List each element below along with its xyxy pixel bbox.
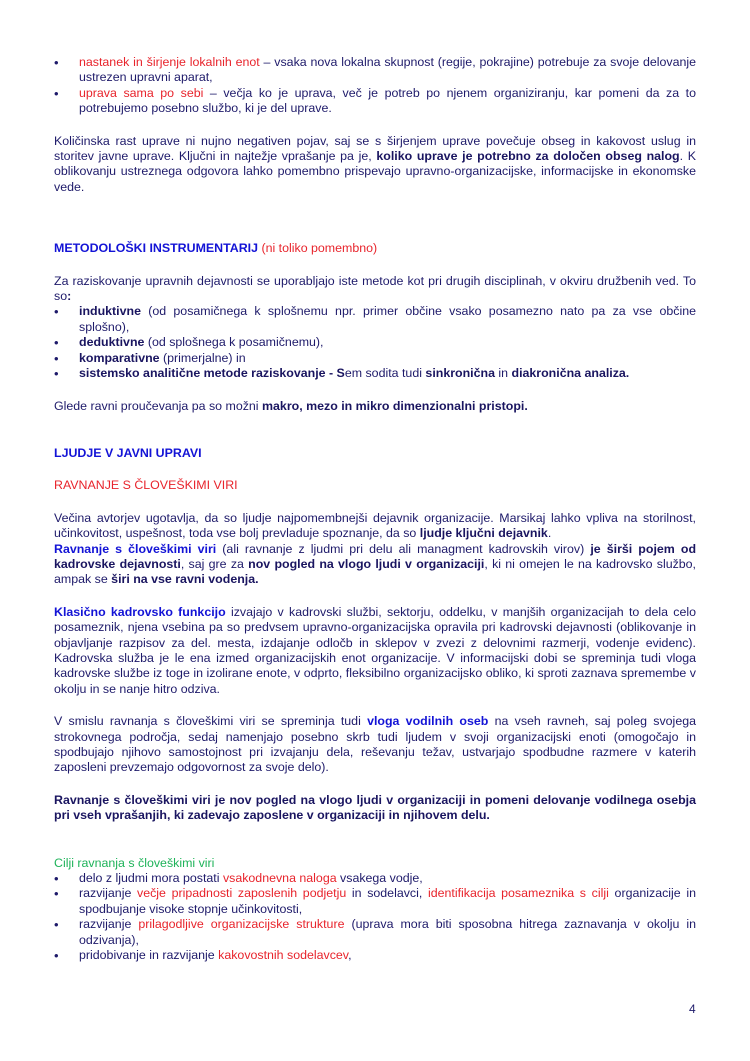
list-item xyxy=(54,335,696,350)
list-item xyxy=(54,948,696,963)
bold-text: makro, mezo in mikro dimenzionalni pristopi. xyxy=(262,398,528,413)
bold-text: nov pogled na vlogo ljudi v organizaciji xyxy=(248,556,485,571)
document-page xyxy=(54,55,696,963)
text: razvijanje xyxy=(79,886,138,901)
methods-list xyxy=(54,304,696,381)
methods-heading xyxy=(54,241,696,256)
text: in sodelavci, xyxy=(346,886,428,901)
blue-term: vloga vodilnih oseb xyxy=(367,714,489,729)
list-item xyxy=(54,366,696,381)
bold-text: induktivne xyxy=(79,304,141,319)
people-paragraph-1 xyxy=(54,511,696,542)
text: in xyxy=(494,366,512,381)
text: Količinska rast uprave ni nujno negativen pojav, saj se s širjenjem uprave povečuje obseg in kakovost uslug in storitev javne uprave. Ključni in najtežje vprašanje pa je, xyxy=(54,133,696,164)
highlight-term: vsakodnevna naloga xyxy=(222,871,337,886)
blue-term: Ravnanje s človeškimi viri xyxy=(54,541,217,556)
text: . K oblikovanju ustreznega odgovora lahko pomembno prispevajo upravno-organizacijske, informacijske in ekonomske vede. xyxy=(54,149,696,194)
text: , ki ni omejen le na kadrovsko službo, ampak se xyxy=(54,556,697,587)
text: Za raziskovanje upravnih dejavnosti se uporabljajo iste metode kot pri drugih disciplinah, v okviru družbenih ved. To so xyxy=(54,273,696,304)
highlight-term: večje pripadnosti zaposlenih podjetju xyxy=(137,886,347,901)
list-item xyxy=(54,917,696,948)
levels-paragraph xyxy=(54,399,696,414)
people-section-title: LJUDJE V JAVNI UPRAVI xyxy=(54,445,202,460)
list-item xyxy=(54,304,696,335)
bold-text: koliko uprave je potrebno za določen obseg nalog xyxy=(376,149,680,164)
text: vsakega vodje, xyxy=(336,871,423,886)
people-section-subtitle: RAVNANJE S ČLOVEŠKIMI VIRI xyxy=(54,478,238,493)
highlight-term: uprava sama po sebi xyxy=(79,85,204,100)
bold-text: ljudje ključni dejavnik xyxy=(419,526,548,541)
text: delo z ljudmi mora postati xyxy=(79,871,223,886)
list-item xyxy=(54,351,696,366)
section-note: (ni toliko pomembno) xyxy=(258,241,378,256)
bold-text: deduktivne xyxy=(79,335,145,350)
bold-text: širi na vse ravni vodenja. xyxy=(111,572,259,587)
bold-text: sistemsko analitične metode raziskovanje - S xyxy=(79,366,345,381)
people-paragraph-4 xyxy=(54,714,696,776)
bold-text: sinkronična xyxy=(425,366,495,381)
text: . xyxy=(547,526,552,541)
highlight-term: prilagodljive organizacijske strukture xyxy=(138,917,345,932)
text: pridobivanje in razvijanje xyxy=(79,948,219,963)
highlight-term: nastanek in širjenje lokalnih enot xyxy=(79,55,260,69)
text: izvajajo v kadrovski službi, sektorju, oddelku, v manjših organizacijah to dela celo posameznik, njena vsebina pa so predvsem upravno-organizacijska opravila pri kadrovski dejavnosti (oblikovanje in objavljanje razpisov za del. mesta, izdajanje odločb in sklepov v zvezi z delovnimi razmerji, vodenje evidenc). Kadrovska služba je le ena izmed organizacijskih enot organizacije. V informacijski dobi se spreminja tudi vloga kadrovske službe iz toge in izolirane enote, v odprto, fleksibilno organizacijsko obliko, ki sproti zaznava spremembe v okolju in se nanje hitro odziva. xyxy=(54,604,697,696)
list-item xyxy=(54,55,696,86)
page-number: 4 xyxy=(689,1002,696,1016)
list-item xyxy=(54,86,696,117)
text: (od posamičnega k splošnemu npr. primer občine vsako posamezno nato pa za vse občine splošno), xyxy=(79,304,696,334)
growth-paragraph xyxy=(54,134,696,196)
text: (uprava mora biti sposobna hitrega zaznavanja v okolju in odzivanja), xyxy=(79,917,697,947)
text: V smislu ravnanja s človeškimi viri se spreminja tudi xyxy=(54,714,368,729)
text: , xyxy=(348,948,352,963)
text: Večina avtorjev ugotavlja, da so ljudje najpomembnejši dejavnik organizacije. Marsikaj lahko vpliva na storilnost, učinkovitost, uspešnost, toda vse bolj prevladuje spoznanje, da so xyxy=(54,510,696,541)
highlight-term: kakovostnih sodelavcev xyxy=(218,948,349,963)
list-item xyxy=(54,886,696,917)
list-item-text: – večja ko je uprava, več je potreb po njenem organiziranju, kar pomeni da za to potrebujemo posebno službo, ki je del uprave. xyxy=(79,85,696,116)
goals-list xyxy=(54,871,696,963)
text: (ali ravnanje z ljudmi pri delu ali managment kadrovskih virov) xyxy=(216,541,591,556)
text: , saj gre za xyxy=(180,556,249,571)
intro-list xyxy=(54,55,696,117)
text: (primerjalne) in xyxy=(159,350,246,365)
text: : xyxy=(67,289,72,304)
text: na vseh ravneh, saj poleg svojega strokovnega področja, sedaj namenjajo posebno skrb tudi ljudem v svoji organizacijski enoti (omogočajo in spodbujajo njihovo samostojnost pri izvajanju dela, reševanju težav, ustvarjajo spodbudne razmere v katerih zaposleni prevzemajo odgovornost za svoje delo). xyxy=(54,714,696,775)
people-paragraph-2 xyxy=(54,542,696,588)
bold-text: je širši pojem od kadrovske dejavnosti xyxy=(54,541,697,571)
methods-intro xyxy=(54,274,696,305)
text: Glede ravni proučevanja pa so možni xyxy=(54,398,263,413)
blue-term: Klasično kadrovsko funkcijo xyxy=(54,604,226,619)
list-item xyxy=(54,871,696,886)
section-title: METODOLOŠKI INSTRUMENTARIJ xyxy=(54,241,258,256)
goals-section-title: Cilji ravnanja s človeškimi viri xyxy=(54,855,215,870)
text: organizacije in spodbujanje visoke stopnje učinkovitosti, xyxy=(79,886,696,916)
people-paragraph-5: Ravnanje s človeškimi viri je nov pogled na vlogo ljudi v organizaciji in pomeni delovanje vodilnega osebja pri vseh vprašanjih, ki zadevajo zaposlene v organizaciji in njihovem delu. xyxy=(54,792,696,823)
highlight-term: identifikacija posameznika s cilji xyxy=(427,886,609,901)
text: em sodita tudi xyxy=(344,366,426,381)
people-paragraph-3 xyxy=(54,605,696,697)
text: razvijanje xyxy=(79,917,139,932)
bold-text: komparativne xyxy=(79,350,160,365)
text: (od splošnega k posamičnemu), xyxy=(144,335,324,350)
bold-text: diakronična analiza. xyxy=(511,366,630,381)
list-item-text: – vsaka nova lokalna skupnost (regije, pokrajine) potrebuje za svoje delovanje ustrezen upravni aparat, xyxy=(79,55,696,85)
